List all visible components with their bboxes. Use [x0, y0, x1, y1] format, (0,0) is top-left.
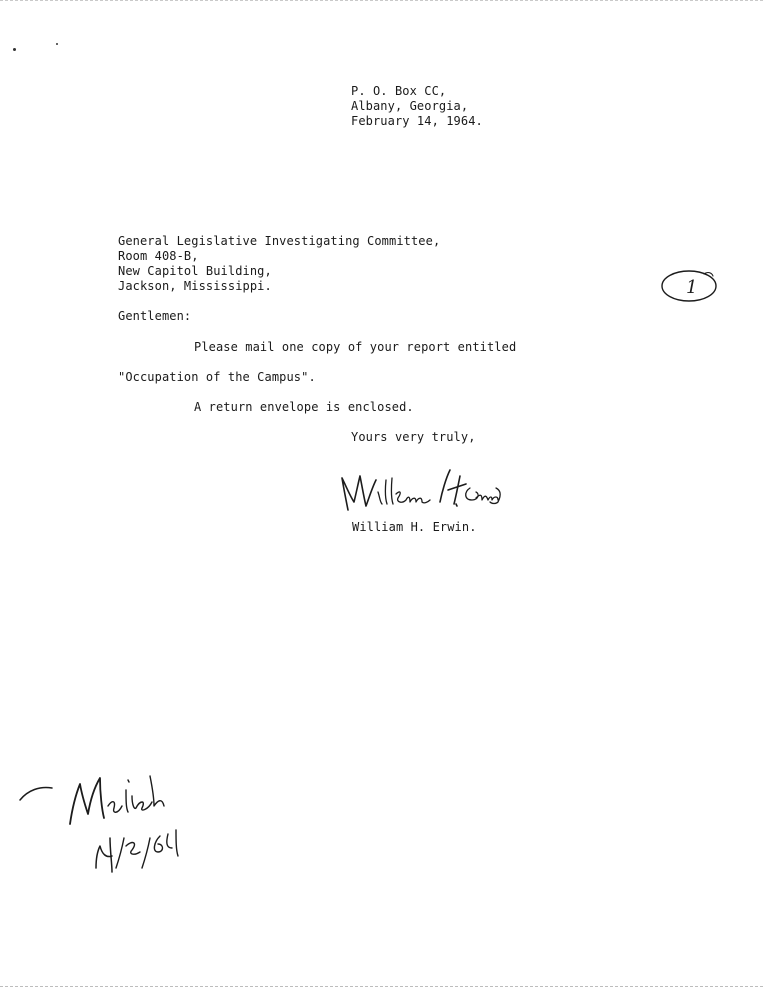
- handwritten-signature: [336, 466, 506, 516]
- recipient-address-line: Jackson, Mississippi.: [118, 279, 272, 293]
- handwritten-mailed-note: [16, 760, 186, 875]
- recipient-address-line: Room 408-B,: [118, 249, 199, 263]
- closing: Yours very truly,: [351, 430, 476, 444]
- signature-name: William H. Erwin.: [352, 520, 477, 534]
- salutation: Gentlemen:: [118, 309, 192, 323]
- sender-address-line: P. O. Box CC,: [351, 84, 447, 98]
- body-line: Please mail one copy of your report entitled: [194, 340, 517, 354]
- circled-number-annotation: [660, 268, 720, 304]
- recipient-address: [118, 234, 440, 294]
- sender-address-line: Albany, Georgia,: [351, 99, 469, 113]
- recipient-address-line: New Capitol Building,: [118, 264, 272, 278]
- body-line: "Occupation of the Campus".: [118, 370, 316, 384]
- body-line: A return envelope is enclosed.: [194, 400, 414, 414]
- scan-speck: [13, 48, 16, 51]
- sender-date: February 14, 1964.: [351, 114, 483, 128]
- sender-address: [351, 84, 483, 129]
- scan-speck: [56, 43, 58, 45]
- recipient-address-line: General Legislative Investigating Committee,: [118, 234, 441, 248]
- circled-number-text: 1: [686, 277, 698, 298]
- page-top-edge: [0, 0, 763, 3]
